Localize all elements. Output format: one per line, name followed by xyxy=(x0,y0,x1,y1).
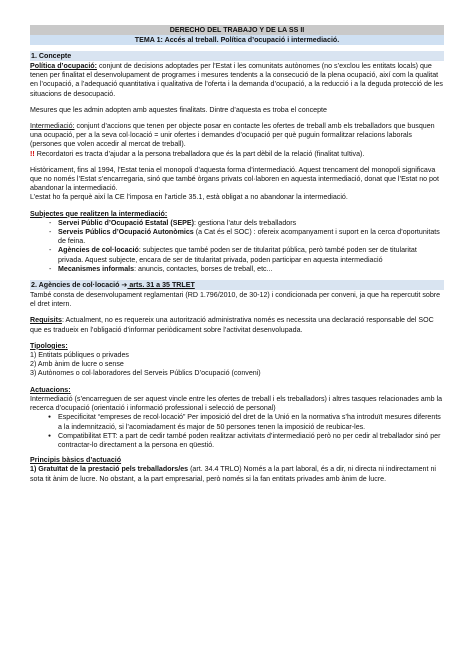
politica-label: Política d’ocupació: xyxy=(30,62,98,70)
intermediacio-block xyxy=(30,122,444,159)
actuacions-heading: Actuacions: xyxy=(30,385,71,394)
articles-link: arts. 31 a 35 TRLET xyxy=(127,281,195,290)
list-item: ● Especificitat “empreses de recol·locació” Per imposició del dret de la Unió en la normativa s’ha introduït mesures diferents a la indemnització, si l’acomiadament és major de 50 persones tenen la imposició de reubicar-les. xyxy=(58,413,444,431)
item-text: (a Cat és el SOC) : ofereix acompanyament i suport en la cerca d’oportunitats de feina. xyxy=(58,228,440,246)
principis-heading: Principis bàsics d’actuació xyxy=(30,456,122,465)
item-text: : gestiona l’atur dels treballadors xyxy=(194,218,297,227)
section-2-heading xyxy=(30,280,444,290)
historic-paragraph: Històricament, fins al 1994, l’Estat tenia el monopoli d’aquesta forma d’intermediació. Aquest trencament del monopoli significava que no només l’Estat s’encarregaria, sinó que també òrgans privats col·laboren en aquesta intermediació, donat que l’Estat no pot abandonar la intermediació. xyxy=(30,165,439,193)
recordatori-paragraph xyxy=(30,150,444,159)
actuacions-block xyxy=(30,386,444,414)
intermediacio-text: conjunt d’accions que tenen per objecte posar en contacte les ofertes de treball amb els treballadors que busquen una ocupació, per a la seva col·locació = unir ofertes i demandes d’ocupació per què puguin formalitzar relacions laborals (persones que volen accedir al mercat de treball). xyxy=(30,122,435,149)
title-block xyxy=(30,25,444,45)
actuacions-text: Intermediació (s’encarreguen de ser aquest vincle entre les ofertes de treball i els treballadors) i altres tasques relacionades amb la recerca d’ocupació (orientació i informació professional i selecció de personal) xyxy=(30,394,443,413)
intermediacio-label: Intermediació: xyxy=(30,122,75,131)
politica-ocupacio-paragraph xyxy=(30,62,444,99)
item-bold: Mecanismes informals xyxy=(58,264,135,273)
gratuitat-text: (art. 34.4 TRLO) Només a la part laboral, és a dir, ni directa ni indirectament ni sota tit ànim de lucre. No obstant, a la part empresarial, però només si la fan entitats privades amb ànim de lucre. xyxy=(30,465,436,483)
mesures-paragraph: Mesures que les admin adopten amb aquestes finalitats. Dintre d’aquesta es troba el concepte xyxy=(30,105,327,114)
warning-icon: !! xyxy=(30,149,35,158)
agencies-intro: També consta de desenvolupament reglamentari (RD 1.796/2010, de 30-12) i condicionada per conveni, ja que ha repercutit sobre el dret intern. xyxy=(30,291,441,309)
estat-paragraph: L’estat ho fa perquè així la CE l’imposa en l’article 35.1, està obligat a no abandonar la intermediació. xyxy=(30,193,348,202)
section-1-heading: 1. Concepte xyxy=(30,51,444,61)
item-bold: Agències de col·locació xyxy=(58,246,139,255)
intermediacio-paragraph xyxy=(30,122,444,150)
course-title: DERECHO DEL TRABAJO Y DE LA SS II xyxy=(30,25,444,35)
tipologies-block xyxy=(30,342,444,379)
topic-title: TEMA 1: Accés al treball. Política d’ocupació i intermediació. xyxy=(30,35,444,45)
requisits-text: : Actualment, no es requereix una autorització administrativa només es necessita una declaració responsable del SOC que es tradueix en l’obligació d’informar periòdicament sobre l’activitat desenvolupada. xyxy=(30,316,434,334)
tipologia-item: 3) Autònomes o col·laboradores del Serveis Públics D’ocupació (conveni) xyxy=(30,369,261,378)
item-bold: Serveis Públics d’Ocupació Autonòmics xyxy=(58,228,194,237)
arrow-right-icon: ➔ xyxy=(121,281,128,290)
recordatori-text: Recordatori es tracta d’ajudar a la persona treballadora que és la part dèbil de la relació (finalitat tuïtiva). xyxy=(34,149,365,158)
list-item: ● Compatibilitat ETT: a part de cedir també poden realitzar activitats d’intermediació però no per cedir al treballador sinó per contractar-lo directament a la persona en qüestió. xyxy=(58,432,444,450)
principis-paragraph xyxy=(30,465,444,483)
list-item xyxy=(58,219,444,228)
tipologies-label: Tipologies xyxy=(30,341,66,350)
principis-block xyxy=(30,456,444,484)
subjectes-heading: Subjectes que realitzen la intermediació: xyxy=(30,209,168,218)
subjectes-list xyxy=(30,219,444,274)
requisits-paragraph xyxy=(30,316,444,334)
actuacions-label: Actuacions xyxy=(30,385,69,394)
list-item xyxy=(58,228,444,246)
tipologia-item: 2) Amb ànim de lucre o sense xyxy=(30,360,124,369)
item-text: : anuncis, contactes, borses de treball, etc... xyxy=(134,264,273,273)
requisits-label: Requisits xyxy=(30,316,62,325)
item-text: : subjectes que també poden ser de titularitat pública, però també poden ser de titularitat privada. Aquest subjecte, encara de ser de titularitat privada, poden participar en aquesta intermediació xyxy=(58,246,417,264)
politica-text: conjunt de decisions adoptades per l’Estat i les comunitats autònomes (no s’exclou les entitats locals) que tenen per finalitat el desenvolupament de programes i mesures tendents a la consecució de la plena ocupació, així com la qualitat en l’ocupació, a l’adequació quantitativa i qualitativa de l’oferta i la demanda d’ocupació, a la reducció i a la deguda protecció de les situacions de desocupació. xyxy=(30,62,443,98)
tipologia-item: 1) Entitats públiques o privades xyxy=(30,351,129,360)
item-bold: Servei Públic d’Ocupació Estatal (SEPE) xyxy=(58,218,195,227)
section-2-title: 2. Agències de col·locació xyxy=(31,281,122,290)
historic-block xyxy=(30,166,444,203)
list-item xyxy=(58,246,444,264)
list-item xyxy=(58,265,444,274)
gratuitat-label: 1) Gratuïtat de la prestació pels treballadors/es xyxy=(30,465,189,474)
actuacions-list xyxy=(30,413,444,450)
tipologies-heading: Tipologies: xyxy=(30,341,68,350)
